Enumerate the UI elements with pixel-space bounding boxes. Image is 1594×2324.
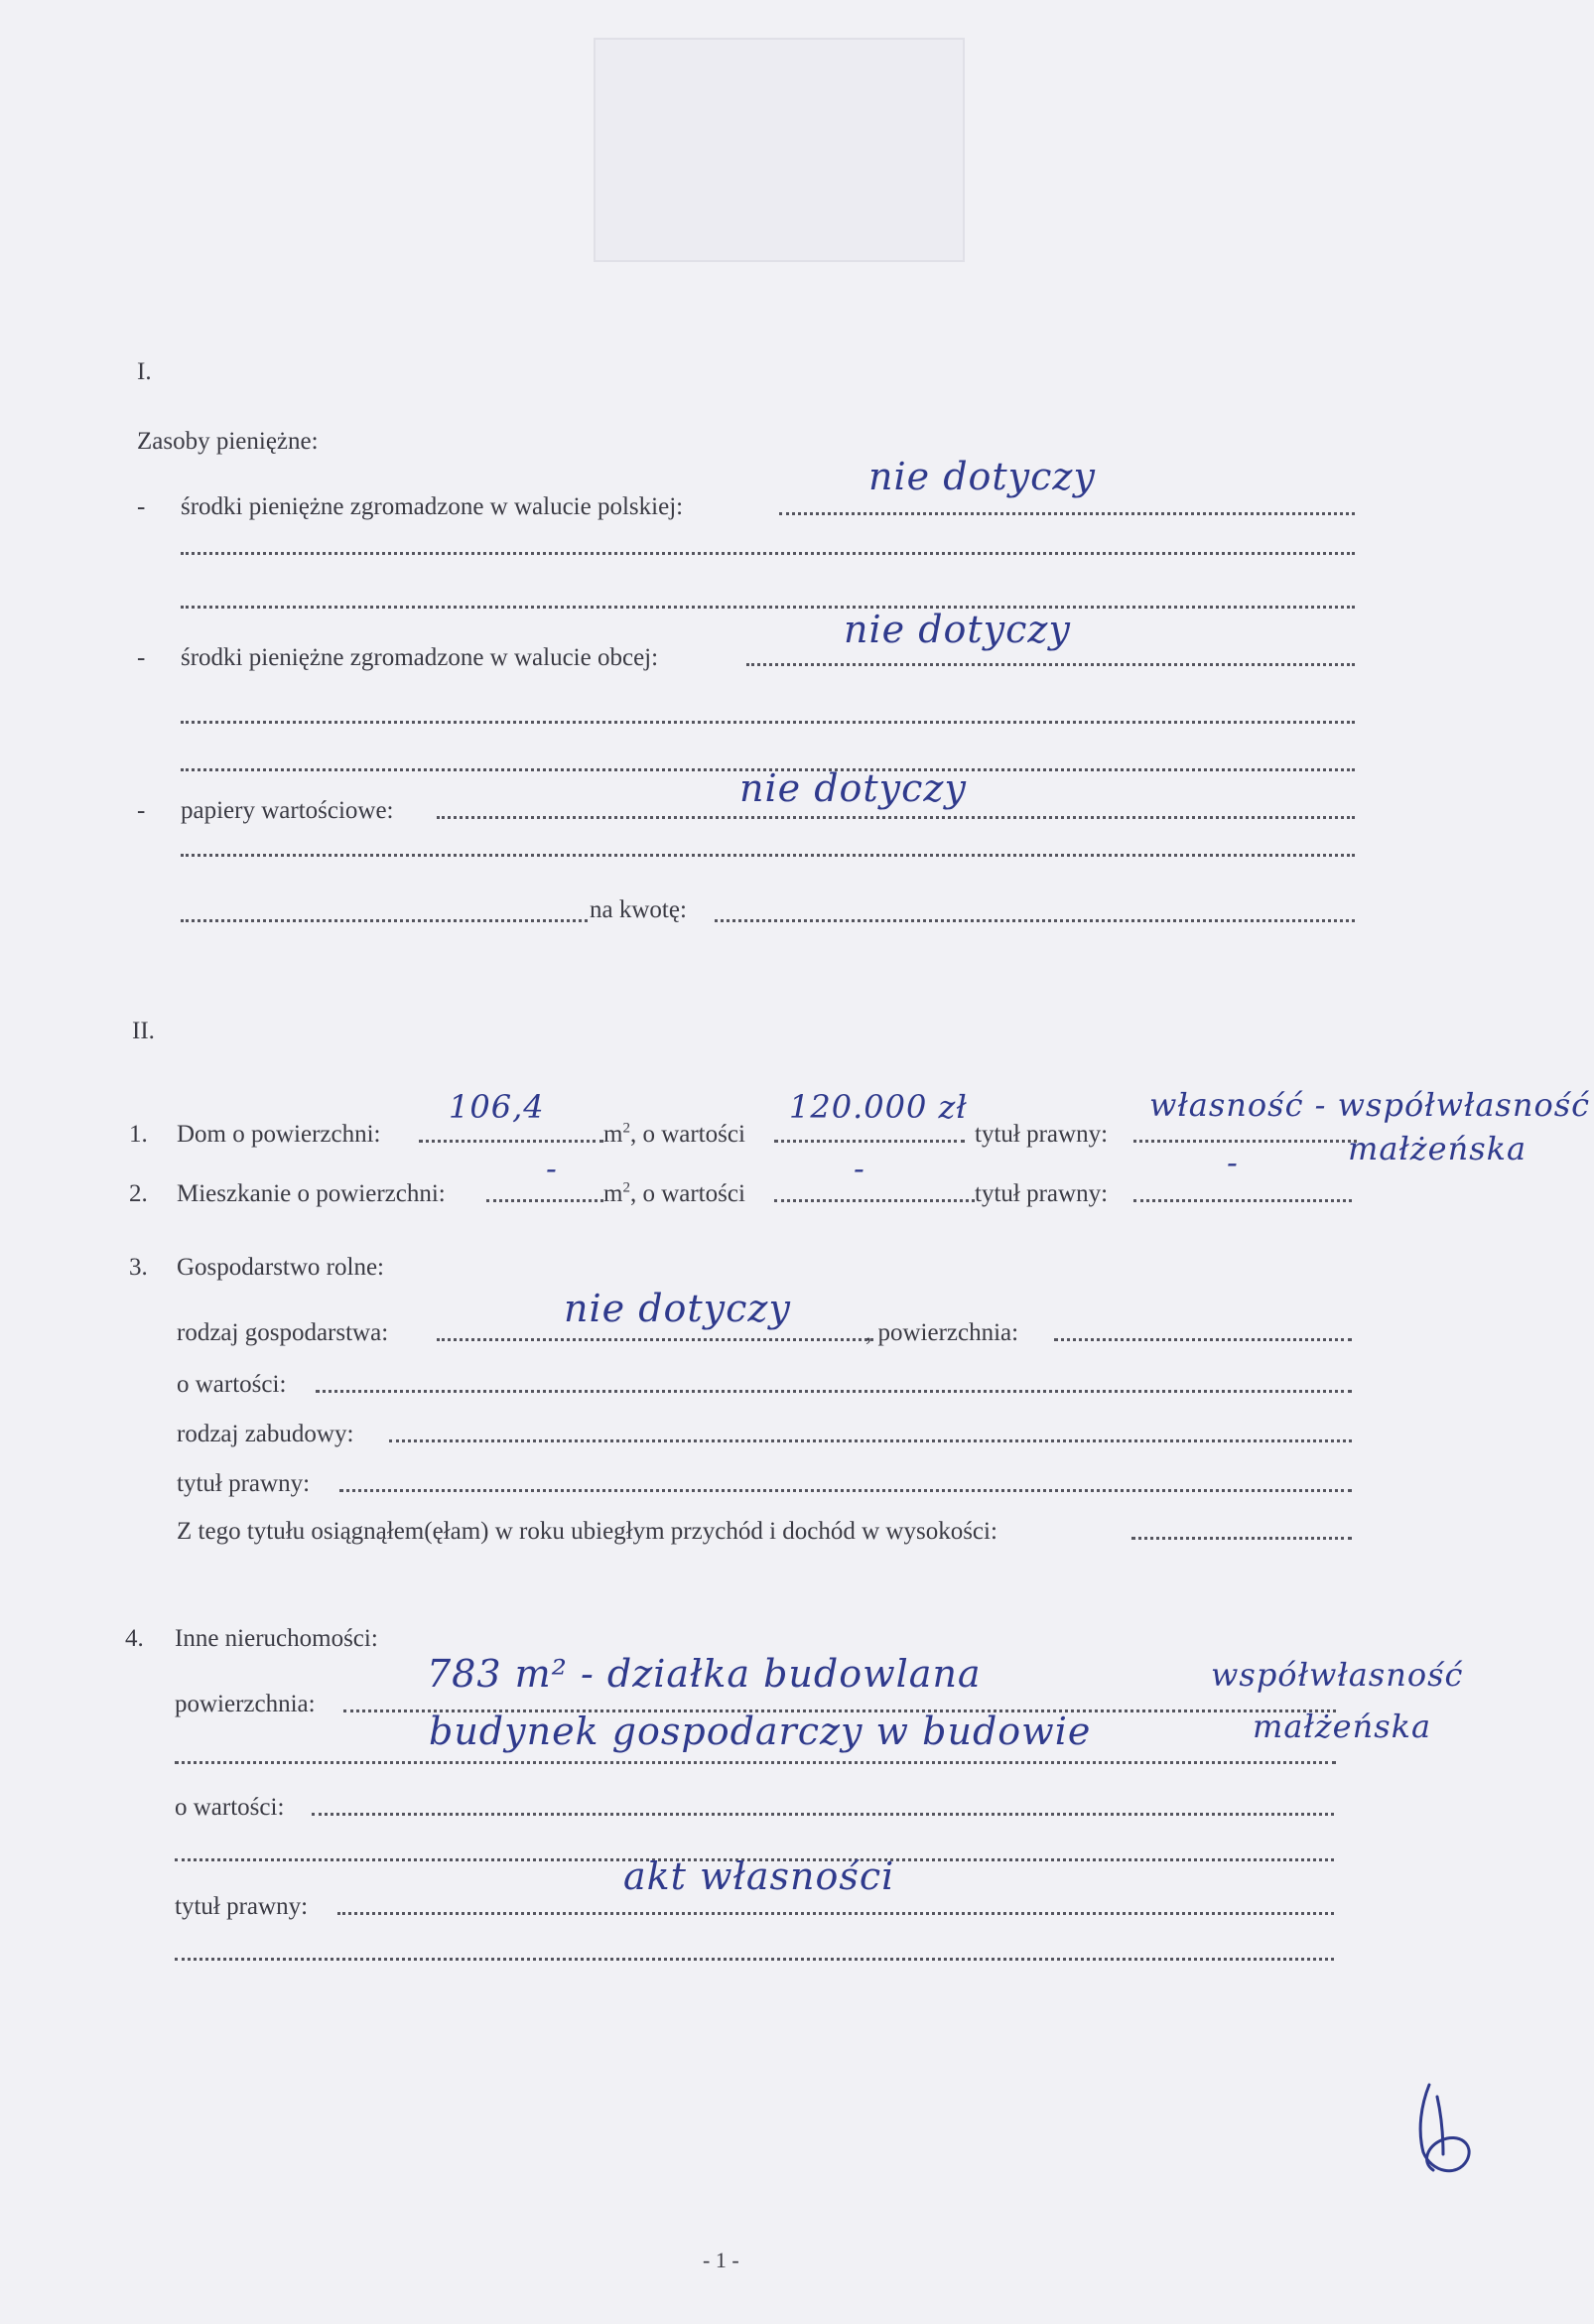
other-area-value-1: 783 m² - działka budowlana <box>427 1652 982 1696</box>
house-title-line <box>1133 1140 1357 1143</box>
farm-buildings-label: rodzaj zabudowy: <box>177 1421 354 1447</box>
dash: - <box>137 493 146 520</box>
house-area-line <box>419 1140 603 1143</box>
securities-line-2 <box>181 854 1355 857</box>
other-title-label: tytuł prawny: <box>175 1893 309 1920</box>
flat-title-label: tytuł prawny: <box>975 1180 1109 1207</box>
other-title-line-2 <box>175 1958 1334 1961</box>
farm-title-line <box>339 1489 1352 1492</box>
flat-value-line <box>774 1199 975 1202</box>
house-number: 1. <box>129 1121 148 1148</box>
securities-label: papiery wartościowe: <box>181 797 394 824</box>
flat-area-line <box>486 1199 603 1202</box>
farm-income-line <box>1131 1537 1352 1540</box>
farm-number: 3. <box>129 1254 148 1281</box>
farm-income-label: Z tego tytułu osiągnąłem(ęłam) w roku ubiegłym przychód i dochód w wysokości: <box>177 1518 997 1545</box>
farm-type-value: nie dotyczy <box>564 1287 791 1330</box>
section-1-heading: I. <box>137 358 152 385</box>
house-area-value: 106,4 <box>449 1088 545 1126</box>
house-value: 120.000 zł <box>789 1088 968 1126</box>
flat-label: Mieszkanie o powierzchni: <box>177 1180 446 1207</box>
pln-value: nie dotyczy <box>868 455 1096 498</box>
flat-unit: $m^2$, o wartości <box>603 1179 745 1207</box>
other-title-line <box>337 1912 1334 1915</box>
section-2-heading: II. <box>132 1018 155 1044</box>
foreign-label: środki pieniężne zgromadzone w walucie obcej: <box>181 644 659 671</box>
other-area-line-2 <box>175 1761 1336 1764</box>
dash: - <box>137 797 146 824</box>
flat-number: 2. <box>129 1180 148 1207</box>
farm-value-label: o wartości: <box>177 1371 287 1398</box>
flat-area-value: - <box>546 1150 558 1187</box>
flat-title-value: - <box>1227 1144 1239 1181</box>
faded-stamp <box>594 38 965 262</box>
signature <box>1397 2075 1487 2194</box>
farm-type-label: rodzaj gospodarstwa: <box>177 1319 389 1346</box>
other-area-value-2: budynek gospodarczy w budowie <box>429 1709 1092 1753</box>
other-value-label: o wartości: <box>175 1794 285 1821</box>
foreign-line <box>746 663 1355 666</box>
house-title-value-2: małżeńska <box>1348 1130 1528 1167</box>
securities-amount-line <box>181 919 588 922</box>
page-number: - 1 - <box>703 2248 739 2272</box>
amount-label: na kwotę: <box>590 896 687 923</box>
amount-line <box>715 919 1355 922</box>
house-title-label: tytuł prawny: <box>975 1121 1109 1148</box>
farm-type-line <box>437 1338 873 1341</box>
farm-buildings-line <box>389 1439 1352 1442</box>
farm-value-line <box>316 1390 1352 1393</box>
other-label: Inne nieruchomości: <box>175 1625 378 1652</box>
house-title-value-1: własność - współwłasność <box>1149 1086 1591 1124</box>
farm-area-line <box>1054 1338 1352 1341</box>
other-value-line <box>312 1813 1334 1816</box>
pln-line-3 <box>181 606 1355 609</box>
dash: - <box>137 644 146 671</box>
farm-title-label: tytuł prawny: <box>177 1470 311 1497</box>
other-title-value: akt własności <box>623 1854 895 1898</box>
farm-area-label: , powierzchnia: <box>865 1319 1019 1346</box>
other-area-label: powierzchnia: <box>175 1691 316 1717</box>
flat-title-line <box>1133 1199 1352 1202</box>
pln-line-2 <box>181 552 1355 555</box>
foreign-value: nie dotyczy <box>844 608 1071 651</box>
foreign-line-2 <box>181 721 1355 724</box>
other-area-note-2: małżeńska <box>1253 1708 1432 1745</box>
house-label: Dom o powierzchni: <box>177 1121 381 1148</box>
farm-label: Gospodarstwo rolne: <box>177 1254 384 1281</box>
house-value-line <box>774 1140 965 1143</box>
other-number: 4. <box>125 1625 144 1652</box>
house-unit: $m^2$, o wartości <box>603 1120 745 1148</box>
pln-line <box>779 512 1355 515</box>
section-1-title: Zasoby pieniężne: <box>137 428 319 455</box>
flat-value: - <box>854 1150 865 1187</box>
securities-value: nie dotyczy <box>739 766 967 810</box>
securities-line <box>437 816 1355 819</box>
other-area-note-1: współwłasność <box>1211 1656 1464 1694</box>
pln-label: środki pieniężne zgromadzone w walucie polskiej: <box>181 493 684 520</box>
